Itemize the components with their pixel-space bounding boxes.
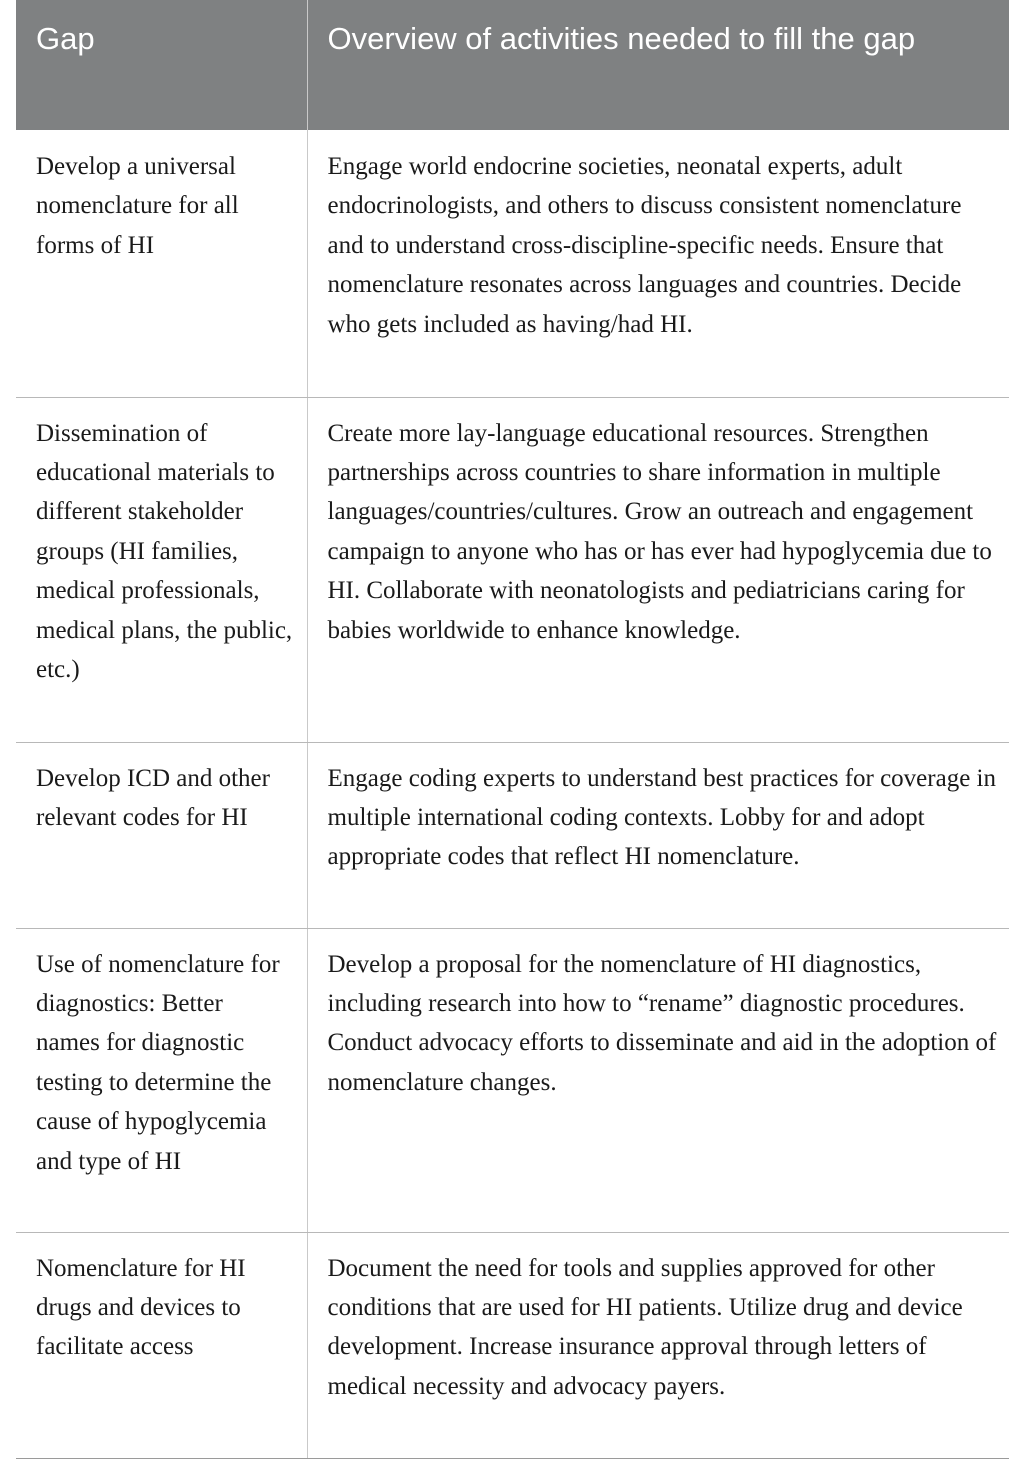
table-row [16,742,1009,928]
header-gap: Gap [16,0,307,130]
table-row [16,928,1009,1232]
table-row [16,1232,1009,1458]
activities-cell: Create more lay-language educational resources. Strengthen partnerships across countries to share information in multiple languages/countries/cultures. Grow an outreach and engagement campaign to anyone who has or has ever had hypoglycemia due to HI. Collaborate with neonatologists and pediatricians caring for babies worldwide to enhance knowledge. [307,397,1009,742]
gap-activities-table-container [16,0,1009,1459]
header-row [16,0,1009,130]
gap-cell: Use of nomenclature for diagnostics: Better names for diagnostic testing to determine the cause of hypoglycemia and type of HI [16,928,307,1232]
gap-cell: Dissemination of educational materials to different stakeholder groups (HI families, medical professionals, medical plans, the public, etc.) [16,397,307,742]
gap-activities-table [16,0,1009,1459]
gap-cell: Develop a universal nomenclature for all forms of HI [16,130,307,397]
activities-cell: Develop a proposal for the nomenclature of HI diagnostics, including research into how to “rename” diagnostic procedures. Conduct advocacy efforts to disseminate and aid in the adoption of nomenclature changes. [307,928,1009,1232]
activities-cell: Document the need for tools and supplies approved for other conditions that are used for HI patients. Utilize drug and device development. Increase insurance approval through letters of medical necessity and advocacy payers. [307,1232,1009,1458]
header-activities: Overview of activities needed to fill the gap [307,0,1009,130]
table-header [16,0,1009,130]
table-body [16,130,1009,1458]
gap-cell: Develop ICD and other relevant codes for HI [16,742,307,928]
gap-cell: Nomenclature for HI drugs and devices to facilitate access [16,1232,307,1458]
activities-cell: Engage coding experts to understand best practices for coverage in multiple international coding contexts. Lobby for and adopt appropriate codes that reflect HI nomenclature. [307,742,1009,928]
table-row [16,397,1009,742]
activities-cell: Engage world endocrine societies, neonatal experts, adult endocrinologists, and others to discuss consistent nomenclature and to understand cross-discipline-specific needs. Ensure that nomenclature resonates across languages and countries. Decide who gets included as having/had HI. [307,130,1009,397]
table-row [16,130,1009,397]
